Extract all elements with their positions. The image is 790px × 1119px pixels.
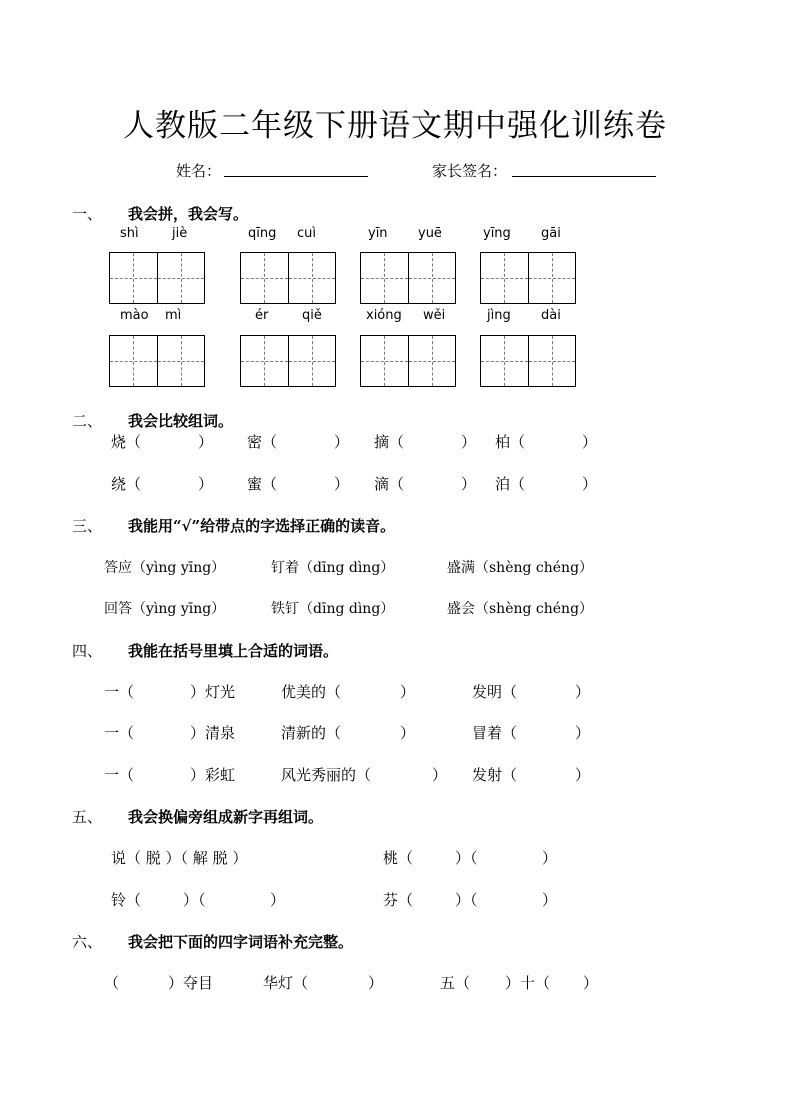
answer-bracket[interactable]: ）（ [455, 849, 478, 867]
section-3-number: 三、 [72, 517, 103, 535]
answer-bracket[interactable]: ） [400, 683, 416, 701]
answer-bracket[interactable]: ） [461, 433, 477, 451]
section-5-heading: 我会换偏旁组成新字再组词。 [128, 808, 324, 826]
pinyin: gāi [541, 226, 561, 241]
radical-char: 桃（ [383, 849, 414, 867]
pinyin: mào [120, 308, 149, 323]
reading-choice[interactable]: 钉着（dīng dìng） [271, 560, 395, 576]
fill-item: 清新的（ [281, 724, 342, 742]
section-1-heading: 我会拼，我会写。 [128, 205, 249, 223]
fill-item: ）灯光 [190, 683, 236, 701]
section-2-number: 二、 [72, 412, 103, 430]
writing-grid[interactable] [480, 252, 576, 304]
writing-grid[interactable] [360, 335, 456, 387]
fill-item: 优美的（ [281, 683, 342, 701]
answer-bracket[interactable]: ） [270, 891, 286, 909]
pinyin: ér [255, 308, 269, 323]
pinyin: wěi [423, 308, 446, 323]
answer-bracket[interactable]: （ [104, 974, 120, 992]
writing-grid[interactable] [360, 252, 456, 304]
answer-bracket[interactable]: ） [198, 475, 214, 493]
name-label: 姓名： [176, 162, 222, 180]
radical-char: 铃（ [111, 891, 142, 909]
fill-item: 一（ [104, 683, 135, 701]
writing-grid[interactable] [240, 335, 336, 387]
pinyin: jìng [487, 308, 511, 323]
radical-char: 芬（ [383, 891, 414, 909]
answer-bracket[interactable]: ） [575, 683, 591, 701]
section-6-heading: 我会把下面的四字词语补充完整。 [128, 933, 354, 951]
fill-item: ）清泉 [190, 724, 236, 742]
answer-bracket[interactable]: ）（ [183, 891, 206, 909]
compare-char: 柏（ [495, 433, 526, 451]
compare-char: 滴（ [374, 475, 405, 493]
answer-bracket[interactable]: ） [542, 849, 558, 867]
section-5-number: 五、 [72, 808, 103, 826]
pinyin: yīn [368, 226, 388, 241]
idiom-part: 华灯（ [263, 974, 309, 992]
compare-char: 密（ [247, 433, 278, 451]
answer-bracket[interactable]: ） [400, 724, 416, 742]
answer-bracket[interactable]: ） [582, 475, 598, 493]
parent-signature-label: 家长签名： [432, 162, 508, 180]
name-field-line[interactable] [224, 176, 368, 177]
answer-bracket[interactable]: ） [582, 433, 598, 451]
fill-item: ）彩虹 [190, 766, 236, 784]
answer-bracket[interactable]: ） [334, 475, 350, 493]
pinyin: cuì [297, 226, 316, 241]
compare-char: 绕（ [111, 475, 142, 493]
radical-example: 说（ 脱 ）（ 解 脱 ） [111, 849, 248, 867]
writing-grid[interactable] [480, 335, 576, 387]
fill-item: 风光秀丽的（ [281, 766, 372, 784]
compare-char: 蜜（ [247, 475, 278, 493]
idiom-part: 五（ [440, 974, 471, 992]
fill-item: 发明（ [472, 683, 518, 701]
pinyin: dài [541, 308, 561, 323]
parent-signature-line[interactable] [512, 176, 656, 177]
pinyin: yuē [418, 226, 442, 241]
writing-grid[interactable] [109, 252, 205, 304]
idiom-part: ）十（ [505, 974, 551, 992]
fill-item: 发射（ [472, 766, 518, 784]
pinyin: xióng [366, 308, 402, 323]
reading-choice[interactable]: 铁钉（dīng dìng） [271, 601, 395, 617]
fill-item: 一（ [104, 766, 135, 784]
pinyin: yīng [483, 226, 511, 241]
answer-bracket[interactable]: ） [334, 433, 350, 451]
answer-bracket[interactable]: ） [575, 724, 591, 742]
answer-bracket[interactable]: ）（ [455, 891, 478, 909]
answer-bracket[interactable]: ） [198, 433, 214, 451]
fill-item: 一（ [104, 724, 135, 742]
section-3-heading: 我能用“√”给带点的字选择正确的读音。 [128, 517, 396, 535]
pinyin: qiě [302, 308, 322, 323]
pinyin: shì [120, 226, 139, 241]
answer-bracket[interactable]: ） [583, 974, 599, 992]
answer-bracket[interactable]: ） [542, 891, 558, 909]
answer-bracket[interactable]: ） [461, 475, 477, 493]
compare-char: 泊（ [495, 475, 526, 493]
section-2-heading: 我会比较组词。 [128, 412, 234, 430]
section-6-number: 六、 [72, 933, 103, 951]
fill-item: 冒着（ [472, 724, 518, 742]
section-4-heading: 我能在括号里填上合适的词语。 [128, 642, 339, 660]
answer-bracket[interactable]: ） [575, 766, 591, 784]
answer-bracket[interactable]: ） [432, 766, 448, 784]
reading-choice[interactable]: 答应（yìng yīng） [104, 560, 226, 576]
reading-choice[interactable]: 盛满（shèng chéng） [447, 560, 594, 576]
compare-char: 烧（ [111, 433, 142, 451]
writing-grid[interactable] [109, 335, 205, 387]
pinyin: qīng [248, 226, 277, 241]
section-4-number: 四、 [72, 642, 103, 660]
answer-bracket[interactable]: ） [368, 974, 384, 992]
section-1-number: 一、 [72, 205, 103, 223]
reading-choice[interactable]: 盛会（shèng chéng） [447, 601, 594, 617]
pinyin: mì [165, 308, 182, 323]
compare-char: 摘（ [374, 433, 405, 451]
reading-choice[interactable]: 回答（yìng yīng） [104, 601, 226, 617]
writing-grid[interactable] [240, 252, 336, 304]
pinyin: jiè [172, 226, 188, 241]
idiom-part: ）夺目 [168, 974, 214, 992]
page-title: 人教版二年级下册语文期中强化训练卷 [123, 108, 667, 144]
